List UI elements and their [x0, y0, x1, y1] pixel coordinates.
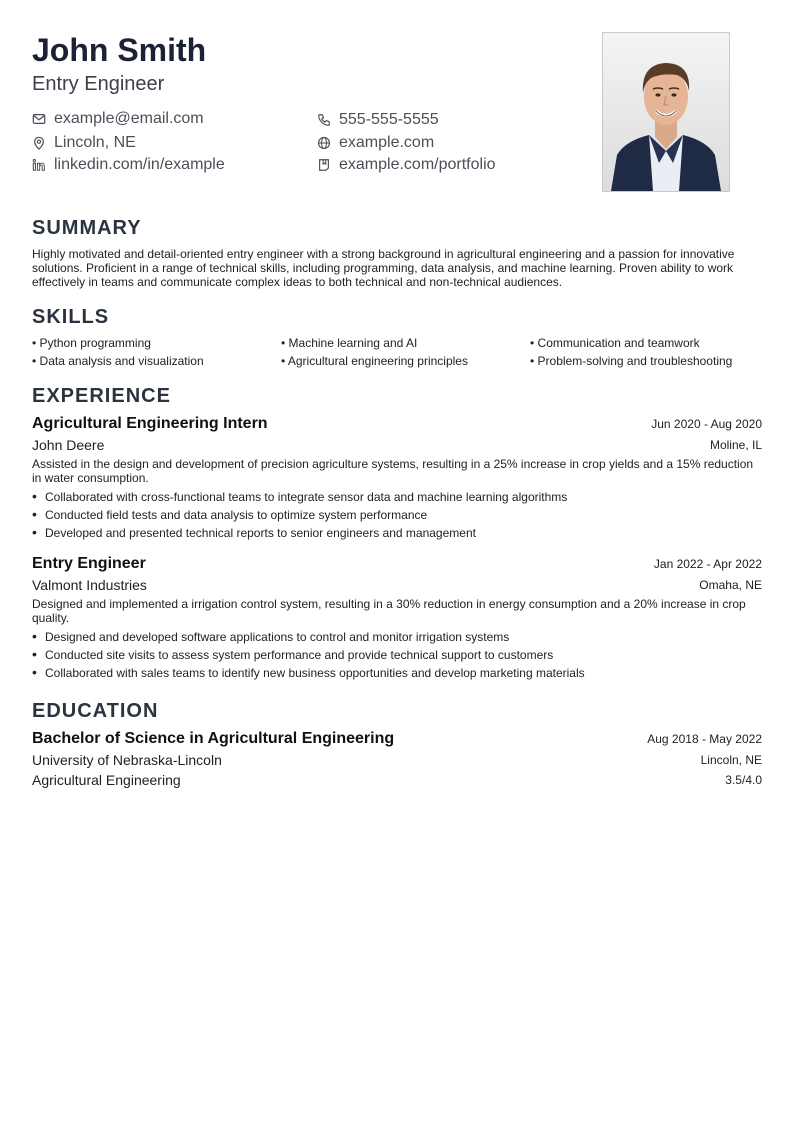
job-dates: Jun 2020 - Aug 2020 [651, 417, 762, 431]
contact-linkedin[interactable] [32, 155, 225, 175]
contact-portfolio-text: example.com/portfolio [339, 156, 496, 173]
portfolio-icon [317, 158, 331, 172]
skill-item: • Machine learning and AI [281, 336, 418, 350]
job-description: Designed and implemented a irrigation control system, resulting in a 30% reduction in energy consumption and a 20% increase in crop quality. [32, 597, 746, 625]
phone-icon [317, 113, 331, 127]
skill-item: • Data analysis and visualization [32, 354, 204, 368]
summary-text: Highly motivated and detail-oriented entry engineer with a strong background in agricultural engineering and a passion for innovative solutions. Proficient in a range of technical skills, including programming, data analysis, and machine learning. Proven ability to work effectively in teams and communicate complex ideas to both technical and non-technical audiences. [32, 247, 735, 289]
job-dates: Jan 2022 - Apr 2022 [653, 557, 762, 571]
job-bullet: • Designed and developed software applications to control and monitor irrigation systems [32, 628, 510, 644]
contact-email[interactable] [32, 109, 204, 129]
resume-title: Entry Engineer [32, 73, 165, 95]
degree-title: Bachelor of Science in Agricultural Engineering [32, 730, 395, 747]
education-location: Lincoln, NE [700, 753, 762, 767]
location-pin-icon [32, 136, 46, 150]
job-bullet: • Conducted site visits to assess system performance and provide technical support to customers [32, 646, 554, 662]
skill-item: • Python programming [32, 336, 151, 350]
section-title-summary: SUMMARY [32, 217, 142, 239]
skill-item: • Problem-solving and troubleshooting [530, 354, 733, 368]
job-bullet: • Collaborated with cross-functional teams to integrate sensor data and machine learning algorithms [32, 488, 568, 504]
section-title-experience: EXPERIENCE [32, 385, 171, 407]
job-company: John Deere [32, 437, 105, 453]
contact-location [32, 133, 136, 153]
contact-website-text: example.com [339, 134, 435, 151]
mail-icon [32, 112, 46, 126]
contact-phone[interactable] [317, 110, 439, 130]
education-dates: Aug 2018 - May 2022 [647, 732, 762, 746]
education-school: University of Nebraska-Lincoln [32, 752, 222, 768]
profile-photo-image [603, 33, 729, 191]
profile-photo [602, 32, 730, 192]
job-title: Agricultural Engineering Intern [32, 415, 268, 432]
job-bullet: • Developed and presented technical reports to senior engineers and management [32, 524, 476, 540]
contact-location-text: Lincoln, NE [54, 134, 136, 151]
resume-name: John Smith [32, 32, 207, 68]
section-title-education: EDUCATION [32, 700, 159, 722]
education-field: Agricultural Engineering [32, 772, 181, 788]
contact-email-text: example@email.com [54, 110, 204, 127]
job-company: Valmont Industries [32, 577, 147, 593]
linkedin-icon [32, 158, 46, 172]
contact-linkedin-text: linkedin.com/in/example [54, 156, 225, 173]
contact-website[interactable] [317, 133, 434, 153]
education-gpa: 3.5/4.0 [725, 773, 762, 787]
section-title-skills: SKILLS [32, 306, 110, 328]
skill-item: • Communication and teamwork [530, 336, 700, 350]
job-location: Omaha, NE [699, 578, 762, 592]
skill-item: • Agricultural engineering principles [281, 354, 468, 368]
globe-icon [317, 136, 331, 150]
job-bullet: • Conducted field tests and data analysis to optimize system performance [32, 506, 428, 522]
job-location: Moline, IL [709, 438, 762, 452]
job-title: Entry Engineer [32, 555, 146, 572]
contact-phone-text: 555-555-5555 [339, 111, 439, 128]
contact-portfolio[interactable] [317, 155, 496, 175]
job-bullet: • Collaborated with sales teams to identify new business opportunities and develop marketing materials [32, 664, 585, 680]
job-description: Assisted in the design and development of precision agriculture systems, resulting in a 25% increase in crop yields and a 15% reduction in water consumption. [32, 457, 754, 485]
